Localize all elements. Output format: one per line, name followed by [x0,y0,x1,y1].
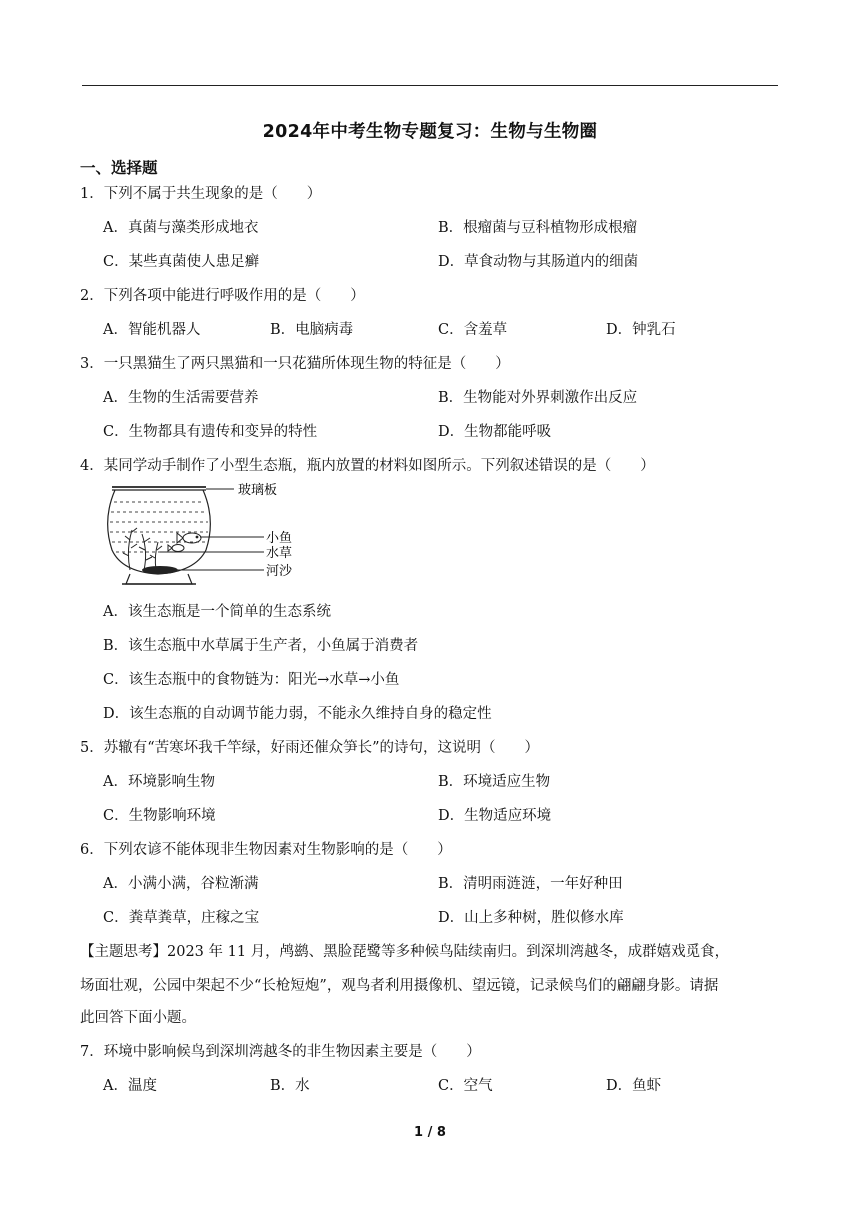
q6-option-d: D．山上多种树，胜似修水库 [438,910,624,926]
q3-option-a: A．生物的生活需要营养 [103,390,259,406]
question-4-stem: 4．某同学动手制作了小型生态瓶，瓶内放置的材料如图所示。下列叙述错误的是（ ） [80,458,655,474]
label-water-plant: 水草 [266,546,293,561]
theme-line-3: 此回答下面小题。 [80,1010,196,1026]
q5-option-b: B．环境适应生物 [438,774,551,790]
label-river-sand: 河沙 [266,564,293,579]
q4-option-b: B．该生态瓶中水草属于生产者，小鱼属于消费者 [103,638,419,654]
q4-option-c: C．该生态瓶中的食物链为：阳光→水草→小鱼 [103,672,400,688]
q2-option-d: D．钟乳石 [606,322,676,338]
header-rule [82,85,778,86]
eco-bottle-figure [100,480,310,586]
label-glass-plate: 玻璃板 [238,483,278,498]
river-sand [142,566,178,574]
q6-option-a: A．小满小满，谷粒渐满 [103,876,259,892]
q6-option-c: C．粪草粪草，庄稼之宝 [103,910,260,926]
q6-option-b: B．清明雨涟涟，一年好种田 [438,876,623,892]
q3-option-d: D．生物都能呼吸 [438,424,552,440]
question-3-stem: 3．一只黑猫生了两只黑猫和一只花猫所体现生物的特征是（ ） [80,356,510,372]
water-lines [110,502,208,552]
q7-option-a: A．温度 [103,1078,157,1094]
q4-option-a: A．该生态瓶是一个简单的生态系统 [103,604,331,620]
q7-option-d: D．鱼虾 [606,1078,662,1094]
q1-option-c: C．某些真菌使人患足癣 [103,254,260,270]
question-6-stem: 6．下列农谚不能体现非生物因素对生物影响的是（ ） [80,842,452,858]
question-7-stem: 7．环境中影响候鸟到深圳湾越冬的非生物因素主要是（ ） [80,1044,481,1060]
q7-option-c: C．空气 [438,1078,493,1094]
q7-option-b: B．水 [270,1078,310,1094]
q5-option-d: D．生物适应环境 [438,808,552,824]
question-1-stem: 1．下列不属于共生现象的是（ ） [80,186,322,202]
q2-option-a: A．智能机器人 [103,322,201,338]
q2-option-b: B．电脑病毒 [270,322,354,338]
label-small-fish: 小鱼 [266,531,293,546]
theme-line-1: 【主题思考】2023 年 11 月，鸬鹚、黑脸琵鹭等多种候鸟陆续南归。到深圳湾越冬，成群嬉戏觅食， [80,944,730,960]
q1-option-a: A．真菌与藻类形成地衣 [103,220,259,236]
q1-option-d: D．草食动物与其肠道内的细菌 [438,254,639,270]
q3-option-c: C．生物都具有遗传和变异的特性 [103,424,318,440]
question-5-stem: 5．苏辙有“苦寒坏我千竿绿，好雨还催众笋长”的诗句，这说明（ ） [80,740,540,756]
q1-option-b: B．根瘤菌与豆科植物形成根瘤 [438,220,638,236]
water-plants [123,528,162,570]
page-title: 2024年中考生物专题复习：生物与生物圈 [262,122,598,142]
theme-line-2: 场面壮观，公园中架起不少“长枪短炮”，观鸟者利用摄像机、望远镜，记录候鸟们的翩翩身影。请据 [80,978,719,994]
q3-option-b: B．生物能对外界刺激作出反应 [438,390,638,406]
q5-option-c: C．生物影响环境 [103,808,216,824]
q2-option-c: C．含羞草 [438,322,508,338]
page-number: 1 / 8 [414,1125,446,1140]
question-2-stem: 2．下列各项中能进行呼吸作用的是（ ） [80,288,365,304]
label-leaders [160,489,264,570]
q4-option-d: D．该生态瓶的自动调节能力弱，不能永久维持自身的稳定性 [103,706,492,722]
section-heading: 一、选择题 [80,159,158,177]
q5-option-a: A．环境影响生物 [103,774,215,790]
